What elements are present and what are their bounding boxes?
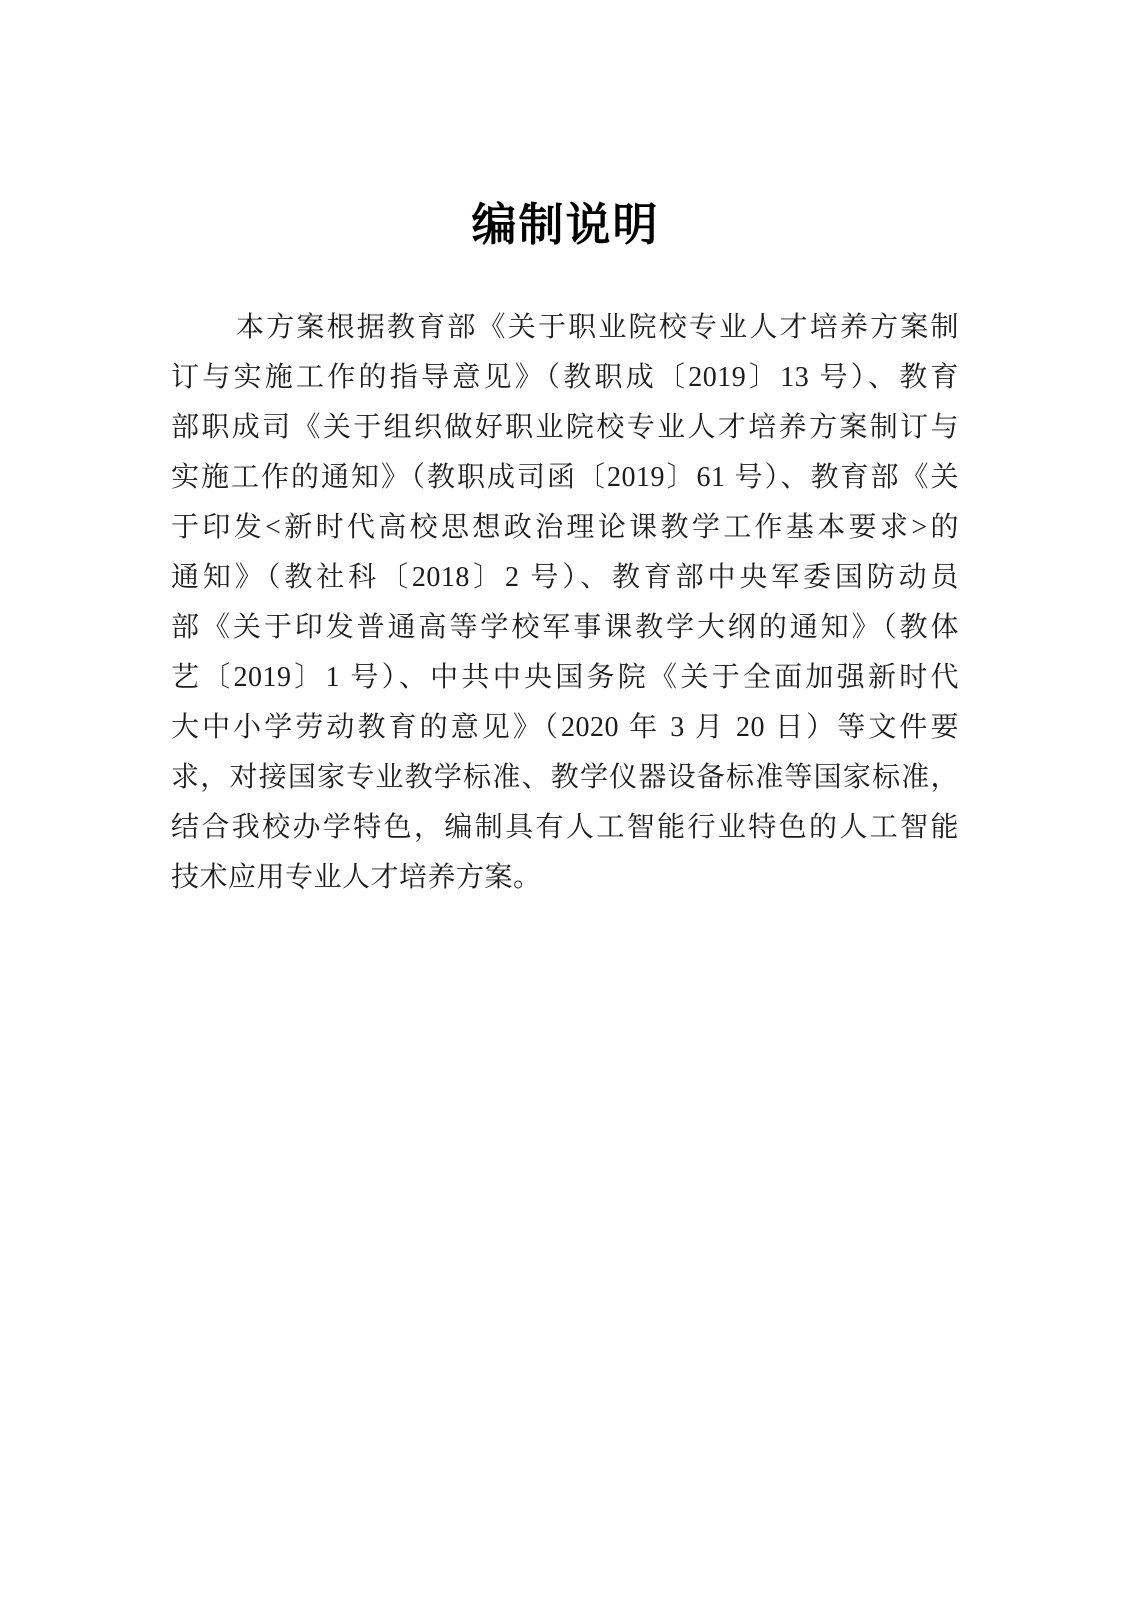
paragraph-line: 求，对接国家专业教学标准、教学仪器设备标准等国家标准，: [171, 762, 959, 793]
paragraph-line: 订与实施工作的指导意见》（教职成〔2019〕13 号）、教育: [171, 362, 959, 393]
document-title: 编制说明: [471, 199, 660, 250]
paragraph-line: 部职成司《关于组织做好职业院校专业人才培养方案制订与: [171, 412, 959, 443]
paragraph-line: 于印发<新时代高校思想政治理论课教学工作基本要求>的: [171, 512, 959, 543]
paragraph-line: 部《关于印发普通高等学校军事课教学大纲的通知》（教体: [171, 612, 959, 643]
paragraph-line: 本方案根据教育部《关于职业院校专业人才培养方案制: [236, 312, 959, 343]
paragraph-line: 结合我校办学特色，编制具有人工智能行业特色的人工智能: [171, 812, 959, 843]
paragraph-line: 艺〔2019〕1 号）、中共中央国务院《关于全面加强新时代: [171, 662, 959, 693]
paragraph-line: 实施工作的通知》（教职成司函〔2019〕61 号）、教育部《关: [171, 462, 959, 493]
paragraph-line: 技术应用专业人才培养方案。: [171, 862, 542, 893]
paragraph-line: 大中小学劳动教育的意见》（2020 年 3 月 20 日）等文件要: [171, 712, 959, 743]
paragraph-line: 通知》（教社科〔2018〕2 号）、教育部中央军委国防动员: [171, 562, 959, 593]
paragraph: [171, 303, 959, 903]
